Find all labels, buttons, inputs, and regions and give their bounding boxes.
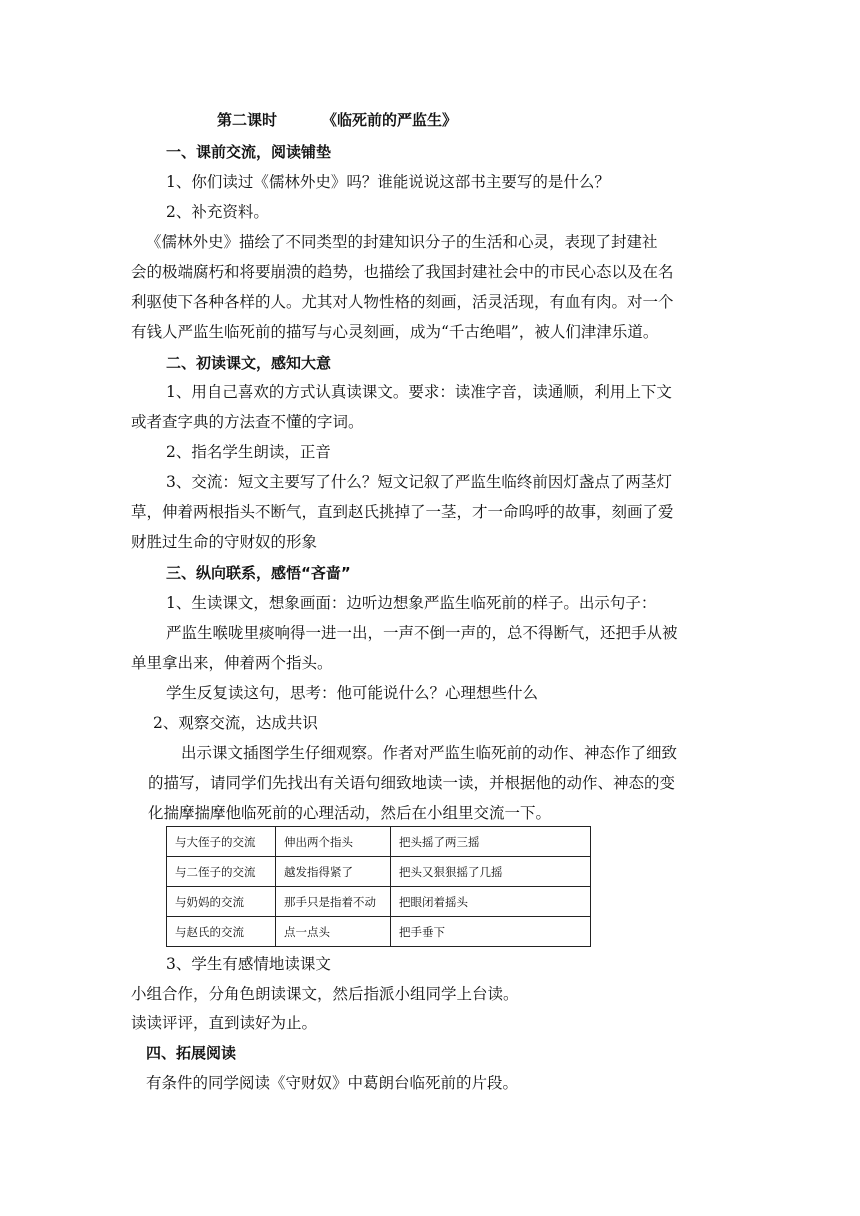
paragraph: 读读评评，直到读好为止。 [131,1014,318,1032]
table-row [167,827,591,857]
paragraph: 2、观察交流，达成共识 [153,714,318,732]
table-cell: 与二侄子的交流 [167,857,276,887]
table-row [167,857,591,887]
table-cell: 越发指得紧了 [276,857,391,887]
table-cell: 与奶妈的交流 [167,887,276,917]
paragraph-line: 3、交流：短文主要写了什么？短文记叙了严监生临终前因灯盏点了两茎灯 [166,473,672,491]
paragraph: 1、生读课文，想象画面：边听边想象严监生临死前的样子。出示句子： [166,594,657,612]
section-heading-4: 四、拓展阅读 [146,1044,237,1062]
table-cell: 与大侄子的交流 [167,827,276,857]
table-cell: 点一点头 [276,917,391,947]
lesson-label: 第二课时 [217,111,278,129]
paragraph-line: 财胜过生命的守财奴的形象 [131,533,318,551]
paragraph-line: 单里拿出来，伸着两个指头。 [131,654,333,672]
paragraph-line: 会的极端腐朽和将要崩溃的趋势，也描绘了我国封建社会中的市民心态以及在名 [131,263,674,281]
paragraph-line: 1、用自己喜欢的方式认真读课文。要求：读准字音，读通顺，利用上下文 [166,383,672,401]
table-cell: 把手垂下 [391,917,591,947]
table-row [167,917,591,947]
paragraph: 学生反复读这句，思考：他可能说什么？心理想些什么 [166,684,539,702]
table-cell: 把头摇了两三摇 [391,827,591,857]
paragraph-line: 有钱人严监生临死前的描写与心灵刻画，成为“千古绝唱”，被人们津津乐道。 [131,323,659,341]
paragraph-line: 化揣摩揣摩他临死前的心理活动，然后在小组里交流一下。 [148,804,552,822]
paragraph-line: 草，伸着两根指头不断气，直到赵氏挑掉了一茎，才一命呜呼的故事，刻画了爱 [131,503,674,521]
table-cell: 伸出两个指头 [276,827,391,857]
paragraph: 有条件的同学阅读《守财奴》中葛朗台临死前的片段。 [146,1074,519,1092]
paragraph-line: 利驱使下各种各样的人。尤其对人物性格的刻画，活灵活现，有血有肉。对一个 [131,293,674,311]
section-heading-3: 三、纵向联系，感悟“吝啬” [166,564,351,582]
paragraph: 2、指名学生朗读，正音 [166,443,331,461]
paragraph: 小组合作，分角色朗读课文，然后指派小组同学上台读。 [131,985,519,1003]
paragraph-line: 严监生喉咙里痰响得一进一出，一声不倒一声的，总不得断气，还把手从被 [166,624,678,642]
paragraph-line: 出示课文插图学生仔细观察。作者对严监生临死前的动作、神态作了细致 [181,744,678,762]
table-row [167,887,591,917]
paragraph-line: 《儒林外史》描绘了不同类型的封建知识分子的生活和心灵，表现了封建社 [146,233,658,251]
interaction-table [166,826,591,947]
page-title: 《临死前的严监生》 [322,111,458,129]
table-cell: 把头又狠狠摇了几摇 [391,857,591,887]
section-heading-2: 二、初读课文，感知大意 [166,354,332,372]
table-cell: 把眼闭着摇头 [391,887,591,917]
paragraph-line: 或者查字典的方法查不懂的字词。 [131,413,364,431]
paragraph: 3、学生有感情地读课文 [166,955,331,973]
paragraph: 2、补充资料。 [166,203,269,221]
paragraph: 1、你们读过《儒林外史》吗？谁能说说这部书主要写的是什么？ [166,173,610,191]
table-cell: 那手只是指着不动 [276,887,391,917]
section-heading-1: 一、课前交流，阅读铺垫 [166,143,332,161]
paragraph-line: 的描写，请同学们先找出有关语句细致地读一读，并根据他的动作、神态的变 [148,774,676,792]
table-cell: 与赵氏的交流 [167,917,276,947]
